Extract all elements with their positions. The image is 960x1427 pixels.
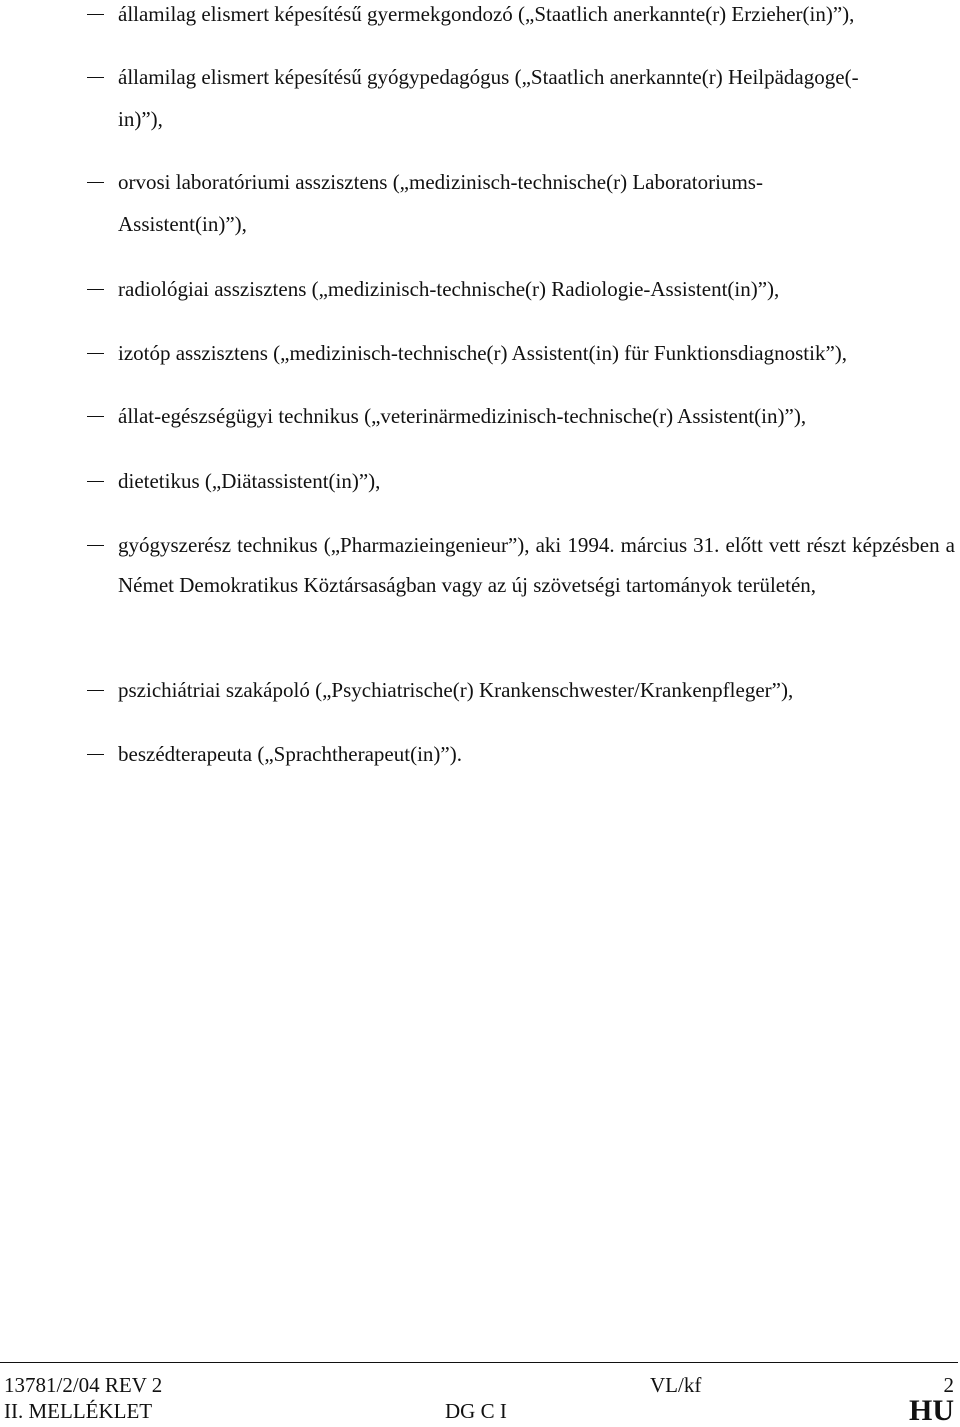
dash-bullet [87,14,104,15]
item-text: beszédterapeuta („Sprachtherapeut(in)”). [118,742,462,766]
item-paragraph: gyógyszerész technikus („Pharmazieingenieur”), aki 1994. március 31. előtt vett részt képzésben a Német Demokratikus Köztársaságban vagy az új szövetségi tartományok területén, [118,533,955,597]
item-text: állat-egészségügyi technikus („veterinärmedizinisch-technische(r) Assistent(in)”), [118,404,807,428]
item-text: államilag elismert képesítésű gyógypedagógus („Staatlich anerkannte(r) Heilpädagoge(- [118,65,859,89]
dg-label: DG C I [445,1399,507,1423]
item-text: izotóp asszisztens („medizinisch-technische(r) Assistent(in) für Funktionsdiagnostik”), [118,341,848,365]
dash-bullet [87,289,104,290]
dash-bullet [87,353,104,354]
annex-label: II. MELLÉKLET [4,1399,153,1423]
item-text: in)”), [118,107,163,131]
item-text: pszichiátriai szakápoló („Psychiatrische(r) Krankenschwester/Krankenpfleger”), [118,678,794,702]
dash-bullet [87,754,104,755]
item-text: radiológiai asszisztens („medizinisch-technische(r) Radiologie-Assistent(in)”), [118,277,780,301]
dash-bullet [87,416,104,417]
dash-bullet [87,481,104,482]
item-text: orvosi laboratóriumi asszisztens („medizinisch-technische(r) Laboratoriums- [118,170,763,194]
item-text: dietetikus („Diätassistent(in)”), [118,469,381,493]
footer-rule [0,1362,958,1363]
doc-reference: 13781/2/04 REV 2 [4,1373,163,1397]
item-text: államilag elismert képesítésű gyermekgondozó („Staatlich anerkannte(r) Erzieher(in)”), [118,2,855,26]
page-number: 2 [943,1373,954,1397]
language-code: HU [909,1394,954,1427]
dash-bullet [87,545,104,546]
dash-bullet [87,77,104,78]
initials: VL/kf [650,1373,702,1397]
dash-bullet [87,690,104,691]
dash-bullet [87,182,104,183]
footer-row-1 [0,1371,958,1399]
item-text: Assistent(in)”), [118,212,247,236]
footer-row-2 [0,1394,958,1427]
